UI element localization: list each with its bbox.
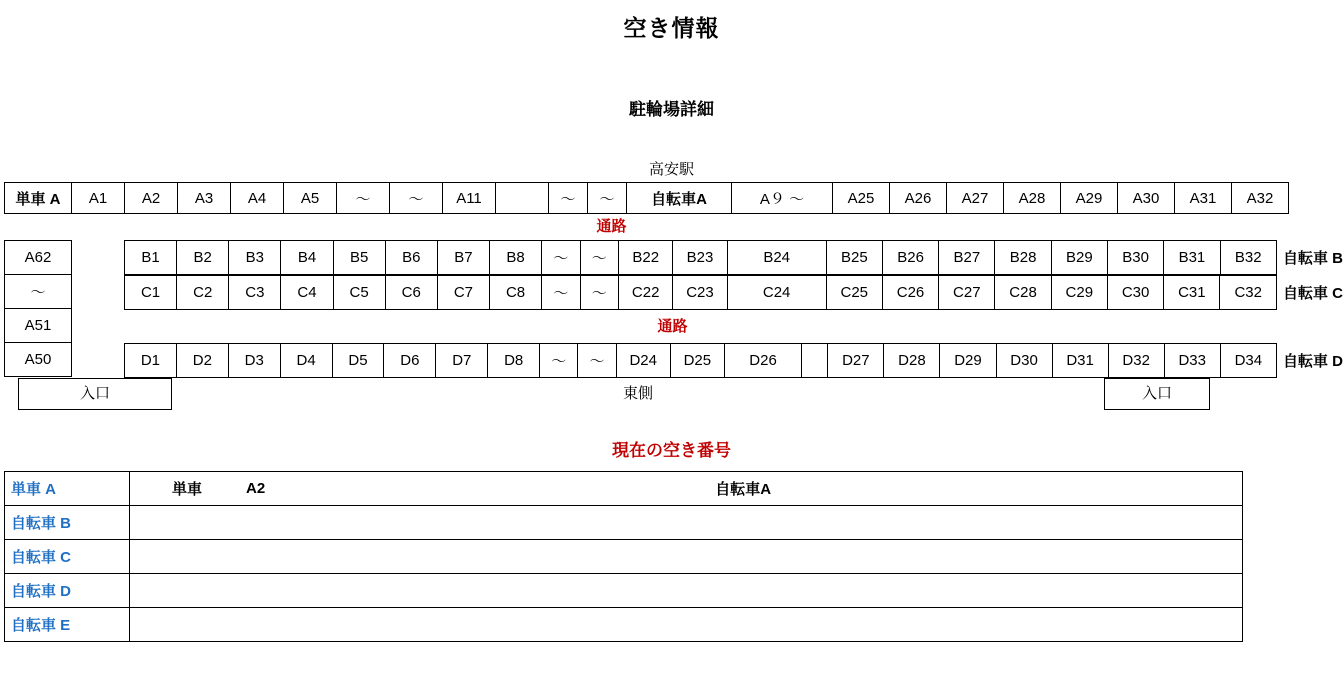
slot-d30[interactable]: D30 [996,344,1052,378]
table-row [125,241,1277,275]
entrance-left[interactable]: 入口 [18,378,172,410]
slot-b3[interactable]: B3 [229,241,281,275]
label-bicycle-a: 自転車A [627,183,732,214]
free-row-label-b[interactable]: 自転車 B [5,506,130,540]
free-row-label-e[interactable]: 自転車 E [5,608,130,642]
slot-d1[interactable]: D1 [125,344,177,378]
slot-d-blank [802,344,828,378]
free-slots-table [4,471,1243,642]
slot-d29[interactable]: D29 [940,344,996,378]
slot-a2[interactable]: A2 [125,183,178,214]
row-b-side-label: 自転車 B [1282,250,1343,267]
slot-a5[interactable]: A5 [284,183,337,214]
row-a-table [4,182,1289,214]
slot-c25[interactable]: C25 [826,276,882,310]
free-row-content-d [130,574,1243,608]
slot-b27[interactable]: B27 [939,241,995,275]
slot-d2[interactable]: D2 [176,344,228,378]
row-c [124,275,1343,310]
slot-d-range-1: 〜 [540,344,578,378]
row-d-side-label: 自転車 D [1282,353,1343,370]
free-bicycle-a-label: 自転車A [715,481,772,498]
slot-b30[interactable]: B30 [1108,241,1164,275]
free-vehicle-type: 単車 [172,481,203,498]
slot-a4[interactable]: A4 [231,183,284,214]
slot-b31[interactable]: B31 [1164,241,1220,275]
slot-d28[interactable]: D28 [884,344,940,378]
slot-a26[interactable]: A26 [890,183,947,214]
slot-c2[interactable]: C2 [177,276,229,310]
free-row-content-b [130,506,1243,540]
slot-b26[interactable]: B26 [882,241,938,275]
slot-a1[interactable]: A1 [72,183,125,214]
free-row-content-a [130,472,1243,506]
slot-d25[interactable]: D25 [670,344,724,378]
slot-a-range-2: 〜 [390,183,443,214]
slot-d26[interactable]: D26 [724,344,801,378]
slot-d6[interactable]: D6 [384,344,436,378]
slot-c30[interactable]: C30 [1107,276,1163,310]
slot-a62[interactable]: A62 [5,241,72,275]
slot-a30[interactable]: A30 [1118,183,1175,214]
left-column-table [4,240,72,377]
table-row [5,608,1243,642]
free-row-label-d[interactable]: 自転車 D [5,574,130,608]
slot-c32[interactable]: C32 [1220,276,1277,310]
table-row [5,241,72,275]
slot-b28[interactable]: B28 [995,241,1051,275]
slot-a-blank [496,183,549,214]
slot-c7[interactable]: C7 [437,276,489,310]
row-a-head: 単車 A [5,183,72,214]
slot-b7[interactable]: B7 [437,241,489,275]
row-d-table [124,343,1277,378]
table-row [5,275,72,309]
slot-c26[interactable]: C26 [882,276,938,310]
slot-c27[interactable]: C27 [939,276,995,310]
table-row [125,344,1277,378]
slot-c23[interactable]: C23 [673,276,727,310]
slot-c8[interactable]: C8 [489,276,541,310]
slot-b2[interactable]: B2 [177,241,229,275]
corridor-label-top: 通路 [596,218,627,235]
slot-c31[interactable]: C31 [1164,276,1220,310]
entrance-row [18,378,1343,410]
entrance-right[interactable]: 入口 [1104,378,1210,410]
slot-b-range-1: 〜 [542,241,580,275]
slot-d8[interactable]: D8 [488,344,540,378]
slot-b32[interactable]: B32 [1220,241,1276,275]
page-title: 空き情報 [623,15,720,41]
table-row [5,574,1243,608]
slot-a31[interactable]: A31 [1175,183,1232,214]
row-b [124,240,1343,275]
table-row [5,472,1243,506]
slot-b-range-2: 〜 [580,241,618,275]
slot-d4[interactable]: D4 [280,344,332,378]
table-row [5,540,1243,574]
slot-d31[interactable]: D31 [1052,344,1108,378]
section-title: 駐輪場詳細 [629,100,714,119]
slot-d33[interactable]: D33 [1164,344,1220,378]
slot-a50[interactable]: A50 [5,343,72,377]
row-c-table [124,275,1277,310]
table-row [5,506,1243,540]
slot-a29[interactable]: A29 [1061,183,1118,214]
free-row-label-c[interactable]: 自転車 C [5,540,130,574]
slot-d32[interactable]: D32 [1108,344,1164,378]
free-slot-number: A2 [246,480,266,497]
slot-a9-range: A９ 〜 [732,183,833,214]
table-row [125,276,1277,310]
slot-a25[interactable]: A25 [833,183,890,214]
slot-c-range-2: 〜 [580,276,618,310]
slot-b4[interactable]: B4 [281,241,333,275]
slot-c6[interactable]: C6 [385,276,437,310]
slot-a-range-3: 〜 [549,183,588,214]
slot-c24[interactable]: C24 [727,276,826,310]
slot-d34[interactable]: D34 [1220,344,1276,378]
slot-a3[interactable]: A3 [178,183,231,214]
station-label: 高安駅 [648,161,694,178]
slot-b5[interactable]: B5 [333,241,385,275]
slot-a-range-left: 〜 [5,275,72,309]
slot-d24[interactable]: D24 [616,344,670,378]
slot-c1[interactable]: C1 [125,276,177,310]
slot-b23[interactable]: B23 [673,241,727,275]
slot-a51[interactable]: A51 [5,309,72,343]
slot-a32[interactable]: A32 [1232,183,1289,214]
table-row [5,343,72,377]
free-row-content-c [130,540,1243,574]
slot-d3[interactable]: D3 [228,344,280,378]
free-row-content-e [130,608,1243,642]
slot-a28[interactable]: A28 [1004,183,1061,214]
parking-map [0,182,1343,410]
slot-b8[interactable]: B8 [489,241,541,275]
slot-c22[interactable]: C22 [619,276,673,310]
slot-b29[interactable]: B29 [1051,241,1107,275]
slot-a27[interactable]: A27 [947,183,1004,214]
slot-c4[interactable]: C4 [281,276,333,310]
slot-b25[interactable]: B25 [826,241,882,275]
slot-c-range-1: 〜 [542,276,580,310]
slot-d27[interactable]: D27 [828,344,884,378]
east-side-label: 東側 [622,385,653,402]
slot-b22[interactable]: B22 [619,241,673,275]
row-d [124,343,1343,378]
free-slots-title: 現在の空き番号 [612,441,731,460]
slot-c28[interactable]: C28 [995,276,1051,310]
free-row-label-a[interactable]: 単車 A [5,472,130,506]
table-row [5,309,72,343]
slot-b1[interactable]: B1 [125,241,177,275]
slot-c29[interactable]: C29 [1051,276,1107,310]
slot-d5[interactable]: D5 [332,344,384,378]
slot-c3[interactable]: C3 [229,276,281,310]
slot-a-range-4: 〜 [588,183,627,214]
slot-a11[interactable]: A11 [443,183,496,214]
slot-d7[interactable]: D7 [436,344,488,378]
corridor-label-bottom: 通路 [657,318,688,335]
slot-a-range-1: 〜 [337,183,390,214]
table-row [5,183,1289,214]
slot-b6[interactable]: B6 [385,241,437,275]
row-b-table [124,240,1277,275]
slot-c5[interactable]: C5 [333,276,385,310]
slot-d-range-2: 〜 [578,344,616,378]
row-c-side-label: 自転車 C [1282,285,1343,302]
slot-b24[interactable]: B24 [727,241,826,275]
